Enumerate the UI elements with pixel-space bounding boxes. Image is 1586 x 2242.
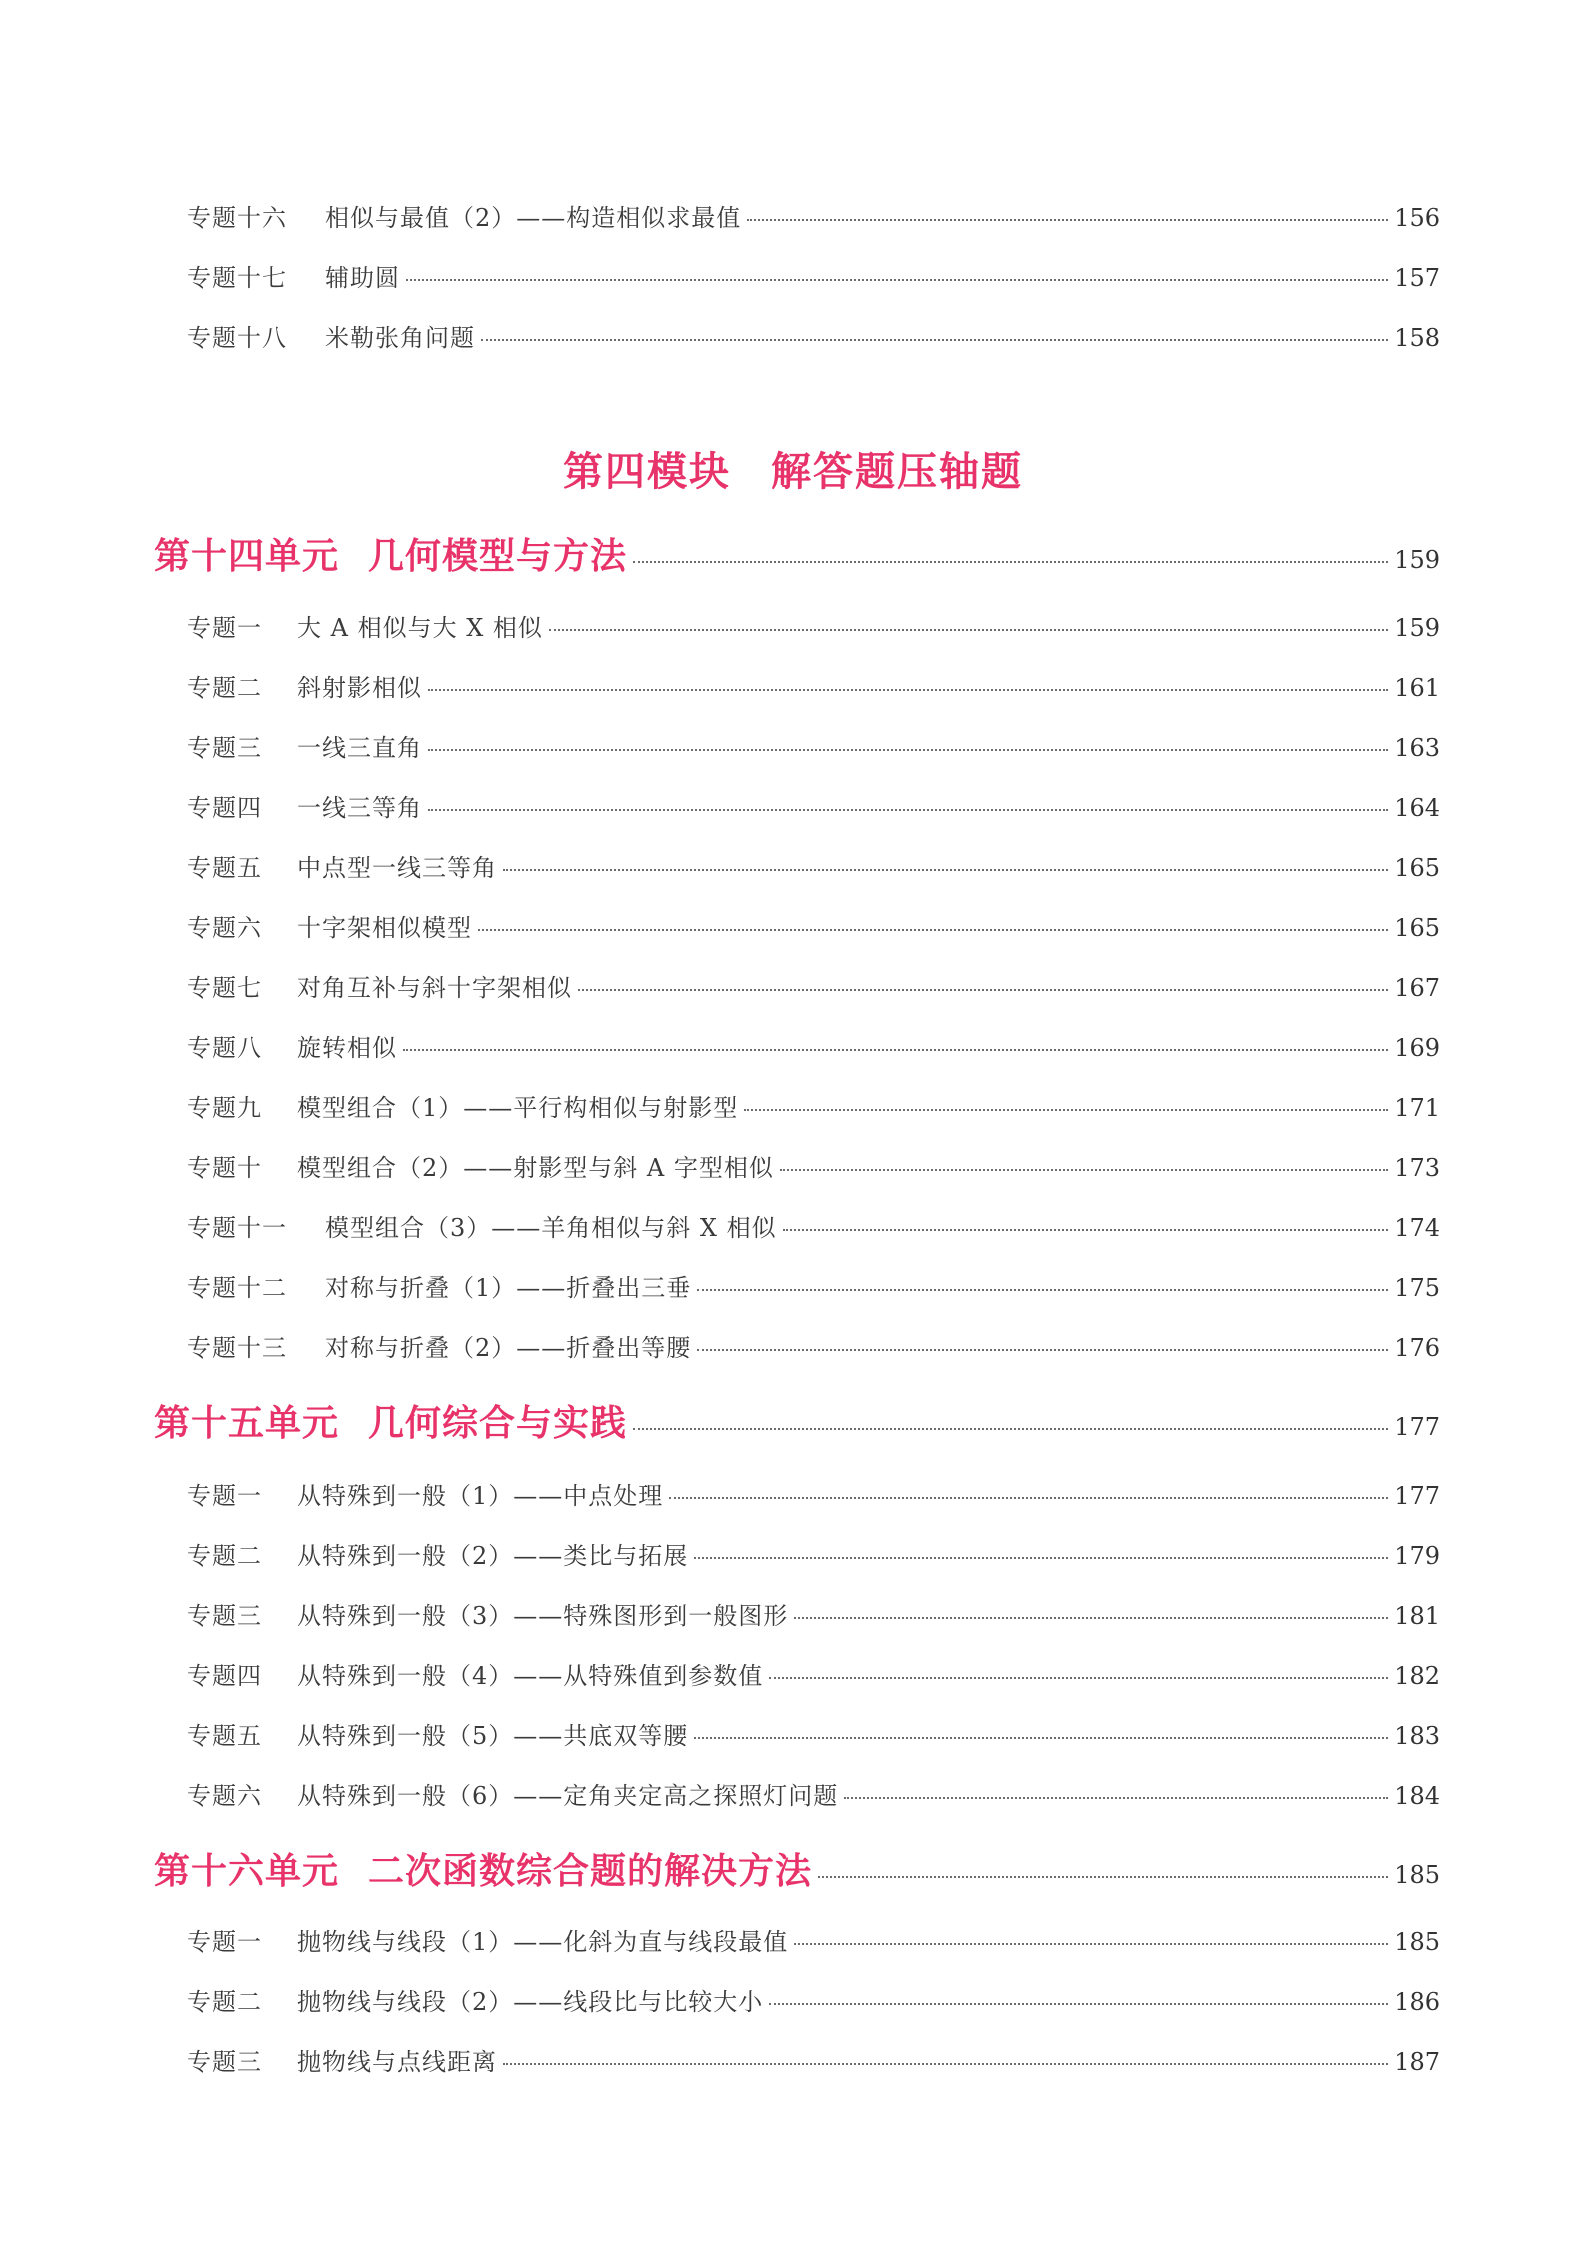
topic-label: 专题五 xyxy=(187,1722,262,1750)
topic-title: 从特殊到一般（6）——定角夹定高之探照灯问题 xyxy=(297,1782,839,1810)
topic-page-number: 182 xyxy=(1394,1662,1440,1690)
toc-topic-row[interactable] xyxy=(187,1328,1440,1364)
topic-label: 专题十一 xyxy=(187,1214,287,1242)
toc-topic-row[interactable] xyxy=(187,198,1440,234)
unit-title: 几何模型与方法 xyxy=(368,536,628,577)
topic-title: 中点型一线三等角 xyxy=(297,854,497,882)
topic-page-number: 184 xyxy=(1394,1782,1440,1810)
unit-title: 几何综合与实践 xyxy=(368,1403,628,1444)
topic-page-number: 161 xyxy=(1394,674,1440,702)
module-title: 解答题压轴题 xyxy=(771,449,1023,495)
topic-title: 相似与最值（2）——构造相似求最值 xyxy=(325,204,742,232)
topic-page-number: 167 xyxy=(1394,974,1440,1002)
topic-page-number: 183 xyxy=(1394,1722,1440,1750)
toc-topic-row[interactable] xyxy=(187,1476,1440,1512)
topic-label: 专题四 xyxy=(187,1662,262,1690)
module-label: 第四模块 xyxy=(563,449,731,495)
dot-leader xyxy=(794,1943,1388,1945)
topic-label: 专题一 xyxy=(187,1928,262,1956)
topic-label: 专题二 xyxy=(187,1542,262,1570)
topic-page-number: 164 xyxy=(1394,794,1440,822)
topic-title: 从特殊到一般（3）——特殊图形到一般图形 xyxy=(297,1602,789,1630)
topic-page-number: 177 xyxy=(1394,1482,1440,1510)
dot-leader xyxy=(783,1229,1389,1231)
topic-title: 辅助圆 xyxy=(325,264,400,292)
toc-topic-row[interactable] xyxy=(187,788,1440,824)
topic-page-number: 171 xyxy=(1394,1094,1440,1122)
topic-page-number: 157 xyxy=(1394,264,1440,292)
topic-label: 专题十 xyxy=(187,1154,262,1182)
topic-label: 专题一 xyxy=(187,1482,262,1510)
dot-leader xyxy=(818,1876,1388,1878)
toc-topic-row[interactable] xyxy=(187,1656,1440,1692)
topic-label: 专题三 xyxy=(187,2048,262,2076)
toc-unit-row[interactable] xyxy=(154,1843,1440,1893)
toc-topic-row[interactable] xyxy=(187,1982,1440,2018)
topic-label: 专题十二 xyxy=(187,1274,287,1302)
dot-leader xyxy=(481,339,1388,341)
dot-leader xyxy=(403,1049,1388,1051)
topic-title: 抛物线与线段（2）——线段比与比较大小 xyxy=(297,1988,764,2016)
dot-leader xyxy=(503,2063,1388,2065)
dot-leader xyxy=(747,219,1388,221)
dot-leader xyxy=(633,1428,1388,1430)
dot-leader xyxy=(406,279,1388,281)
topic-page-number: 165 xyxy=(1394,854,1440,882)
dot-leader xyxy=(697,1289,1388,1291)
dot-leader xyxy=(844,1797,1388,1799)
dot-leader xyxy=(478,929,1388,931)
unit-label: 第十五单元 xyxy=(154,1403,340,1444)
topic-title: 一线三直角 xyxy=(297,734,422,762)
topic-label: 专题八 xyxy=(187,1034,262,1062)
topic-title: 抛物线与点线距离 xyxy=(297,2048,497,2076)
dot-leader xyxy=(744,1109,1388,1111)
unit-page-number: 185 xyxy=(1394,1861,1440,1889)
toc-topic-row[interactable] xyxy=(187,608,1440,644)
toc-topic-row[interactable] xyxy=(187,908,1440,944)
topic-page-number: 165 xyxy=(1394,914,1440,942)
topic-label: 专题二 xyxy=(187,1988,262,2016)
topic-title: 旋转相似 xyxy=(297,1034,397,1062)
topic-page-number: 159 xyxy=(1394,614,1440,642)
topic-title: 模型组合（1）——平行构相似与射影型 xyxy=(297,1094,739,1122)
topic-title: 从特殊到一般（4）——从特殊值到参数值 xyxy=(297,1662,764,1690)
topic-label: 专题十八 xyxy=(187,324,287,352)
toc-topic-row[interactable] xyxy=(187,1922,1440,1958)
unit-label: 第十六单元 xyxy=(154,1851,340,1892)
topic-title: 一线三等角 xyxy=(297,794,422,822)
toc-topic-row[interactable] xyxy=(187,258,1440,294)
topic-label: 专题六 xyxy=(187,914,262,942)
dot-leader xyxy=(669,1497,1388,1499)
dot-leader xyxy=(428,809,1388,811)
topic-title: 抛物线与线段（1）——化斜为直与线段最值 xyxy=(297,1928,789,1956)
topic-label: 专题十七 xyxy=(187,264,287,292)
topic-page-number: 176 xyxy=(1394,1334,1440,1362)
topic-label: 专题六 xyxy=(187,1782,262,1810)
topic-label: 专题十六 xyxy=(187,204,287,232)
topic-title: 米勒张角问题 xyxy=(325,324,475,352)
topic-title: 对称与折叠（1）——折叠出三垂 xyxy=(325,1274,692,1302)
dot-leader xyxy=(769,1677,1388,1679)
dot-leader xyxy=(697,1349,1388,1351)
topic-label: 专题十三 xyxy=(187,1334,287,1362)
module-heading xyxy=(0,440,1586,497)
toc-topic-row[interactable] xyxy=(187,2042,1440,2078)
topic-title: 十字架相似模型 xyxy=(297,914,472,942)
unit-label: 第十四单元 xyxy=(154,536,340,577)
topic-title: 模型组合（3）——羊角相似与斜 X 相似 xyxy=(325,1214,777,1242)
toc-topic-row[interactable] xyxy=(187,1268,1440,1304)
topic-page-number: 163 xyxy=(1394,734,1440,762)
toc-topic-row[interactable] xyxy=(187,1776,1440,1812)
toc-topic-row[interactable] xyxy=(187,318,1440,354)
dot-leader xyxy=(769,2003,1388,2005)
topic-page-number: 187 xyxy=(1394,2048,1440,2076)
topic-page-number: 181 xyxy=(1394,1602,1440,1630)
unit-title: 二次函数综合题的解决方法 xyxy=(368,1851,813,1892)
topic-title: 从特殊到一般（2）——类比与拓展 xyxy=(297,1542,689,1570)
dot-leader xyxy=(633,561,1388,563)
topic-title: 从特殊到一般（5）——共底双等腰 xyxy=(297,1722,689,1750)
topic-label: 专题二 xyxy=(187,674,262,702)
topic-label: 专题一 xyxy=(187,614,262,642)
toc-topic-row[interactable] xyxy=(187,1536,1440,1572)
dot-leader xyxy=(428,749,1388,751)
toc-topic-row[interactable] xyxy=(187,1596,1440,1632)
topic-label: 专题四 xyxy=(187,794,262,822)
dot-leader xyxy=(428,689,1388,691)
topic-title: 斜射影相似 xyxy=(297,674,422,702)
topic-label: 专题五 xyxy=(187,854,262,882)
toc-topic-row[interactable] xyxy=(187,1028,1440,1064)
dot-leader xyxy=(694,1557,1388,1559)
dot-leader xyxy=(503,869,1388,871)
topic-page-number: 174 xyxy=(1394,1214,1440,1242)
topic-title: 对称与折叠（2）——折叠出等腰 xyxy=(325,1334,692,1362)
topic-title: 从特殊到一般（1）——中点处理 xyxy=(297,1482,664,1510)
topic-label: 专题三 xyxy=(187,1602,262,1630)
topic-page-number: 185 xyxy=(1394,1928,1440,1956)
toc-topic-row[interactable] xyxy=(187,728,1440,764)
topic-page-number: 156 xyxy=(1394,204,1440,232)
toc-unit-row[interactable] xyxy=(154,528,1440,578)
topic-page-number: 169 xyxy=(1394,1034,1440,1062)
toc-topic-row[interactable] xyxy=(187,1208,1440,1244)
toc-topic-row[interactable] xyxy=(187,968,1440,1004)
dot-leader xyxy=(694,1737,1388,1739)
toc-topic-row[interactable] xyxy=(187,1148,1440,1184)
toc-topic-row[interactable] xyxy=(187,668,1440,704)
dot-leader xyxy=(549,629,1388,631)
toc-unit-row[interactable] xyxy=(154,1395,1440,1445)
unit-page-number: 159 xyxy=(1394,546,1440,574)
dot-leader xyxy=(794,1617,1388,1619)
toc-topic-row[interactable] xyxy=(187,1716,1440,1752)
topic-title: 大 A 相似与大 X 相似 xyxy=(297,614,543,642)
topic-title: 对角互补与斜十字架相似 xyxy=(297,974,572,1002)
topic-page-number: 186 xyxy=(1394,1988,1440,2016)
topic-label: 专题七 xyxy=(187,974,262,1002)
topic-label: 专题九 xyxy=(187,1094,262,1122)
unit-page-number: 177 xyxy=(1394,1413,1440,1441)
dot-leader xyxy=(578,989,1388,991)
topic-page-number: 158 xyxy=(1394,324,1440,352)
toc-topic-row[interactable] xyxy=(187,848,1440,884)
topic-label: 专题三 xyxy=(187,734,262,762)
topic-title: 模型组合（2）——射影型与斜 A 字型相似 xyxy=(297,1154,774,1182)
topic-page-number: 175 xyxy=(1394,1274,1440,1302)
toc-topic-row[interactable] xyxy=(187,1088,1440,1124)
topic-page-number: 173 xyxy=(1394,1154,1440,1182)
dot-leader xyxy=(780,1169,1388,1171)
topic-page-number: 179 xyxy=(1394,1542,1440,1570)
